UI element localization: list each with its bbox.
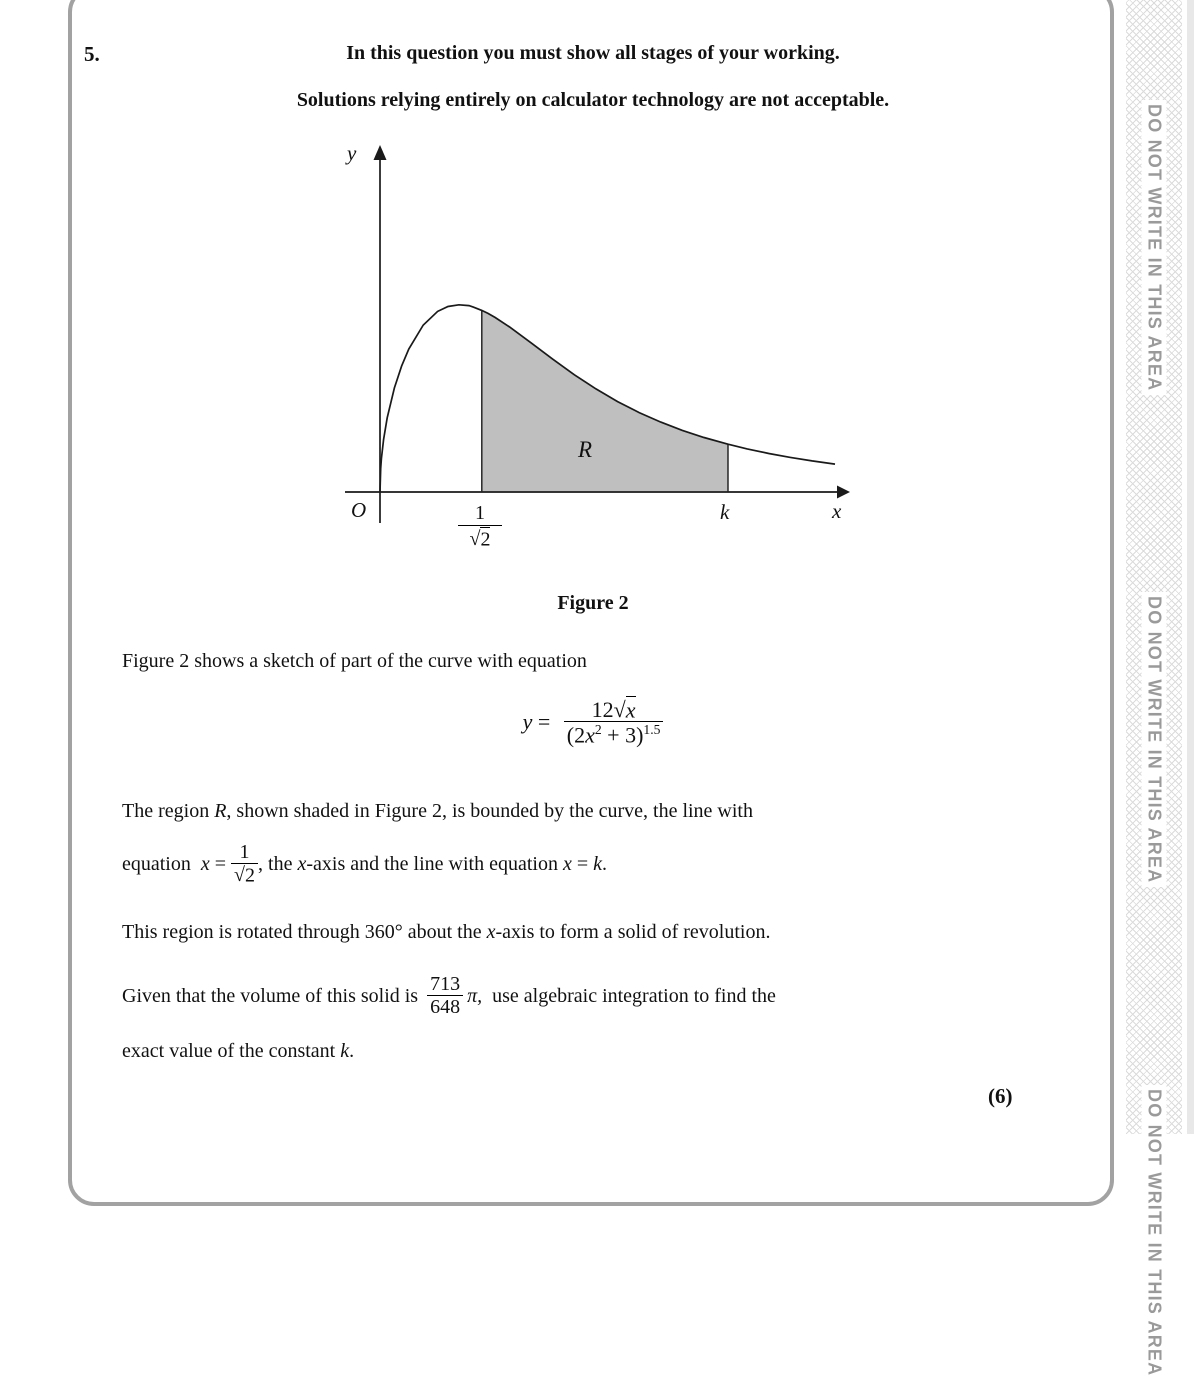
instruction-line-1: In this question you must show all stages of your working. [346,42,840,64]
x-axis-label: x [832,499,842,523]
do-not-write-label-3: DO NOT WRITE IN THIS AREA [1142,1085,1167,1380]
shaded-region [482,310,728,491]
equation-denominator: $(2x^2 + 3)^{1.5}$ [564,721,664,746]
curve-equation [68,698,1118,747]
paragraph-boundary: equation x = $\frac{1}{√2}$ , the x -axis and the line with equation x = k . [122,841,608,886]
figure-2-graph [340,140,860,570]
fraction-numerator: 1 [475,502,485,524]
paragraph-region: The region R, shown shaded in Figure 2, is bounded by the curve, the line with [122,800,753,822]
y-axis-label: y [347,141,357,165]
adjacent-page-edge [1187,0,1194,1134]
equation-fraction [564,698,664,747]
do-not-write-margin [1126,0,1182,1377]
question-number: 5. [84,42,100,66]
equation-numerator: 12√x [591,697,636,722]
equation-lhs: y = [522,709,556,735]
fraction-denominator: √2 [458,525,502,550]
y-axis-arrow-icon [374,145,387,160]
figure-caption: Figure 2 [557,592,629,614]
marks-badge: (6) [988,1084,1013,1108]
pi-symbol: π, [467,984,483,1007]
region-label: R [578,437,593,462]
x-axis-arrow-icon [837,486,850,499]
do-not-write-label-1: DO NOT WRITE IN THIS AREA [1142,100,1167,395]
instruction-line-2: Solutions relying entirely on calculator technology are not acceptable. [296,89,890,111]
origin-label: O [351,498,367,522]
paragraph-volume: Given that the volume of this solid is $\frac{713}{648}$ π, use algebraic integration to find the [122,973,776,1018]
volume-fraction: $\frac{713}{648}$ [427,974,463,1018]
left-boundary-value [458,502,502,550]
paragraph-intro: Figure 2 shows a sketch of part of the curve with equation [122,650,587,672]
one-over-root2-fraction: $\frac{1}{√2}$ [231,842,258,886]
k-label: k [720,500,730,524]
paragraph-rotation: This region is rotated through 360° about the x-axis to form a solid of revolution. [122,921,771,943]
do-not-write-label-2: DO NOT WRITE IN THIS AREA [1142,592,1167,887]
paragraph-exact: exact value of the constant k. [122,1040,355,1062]
